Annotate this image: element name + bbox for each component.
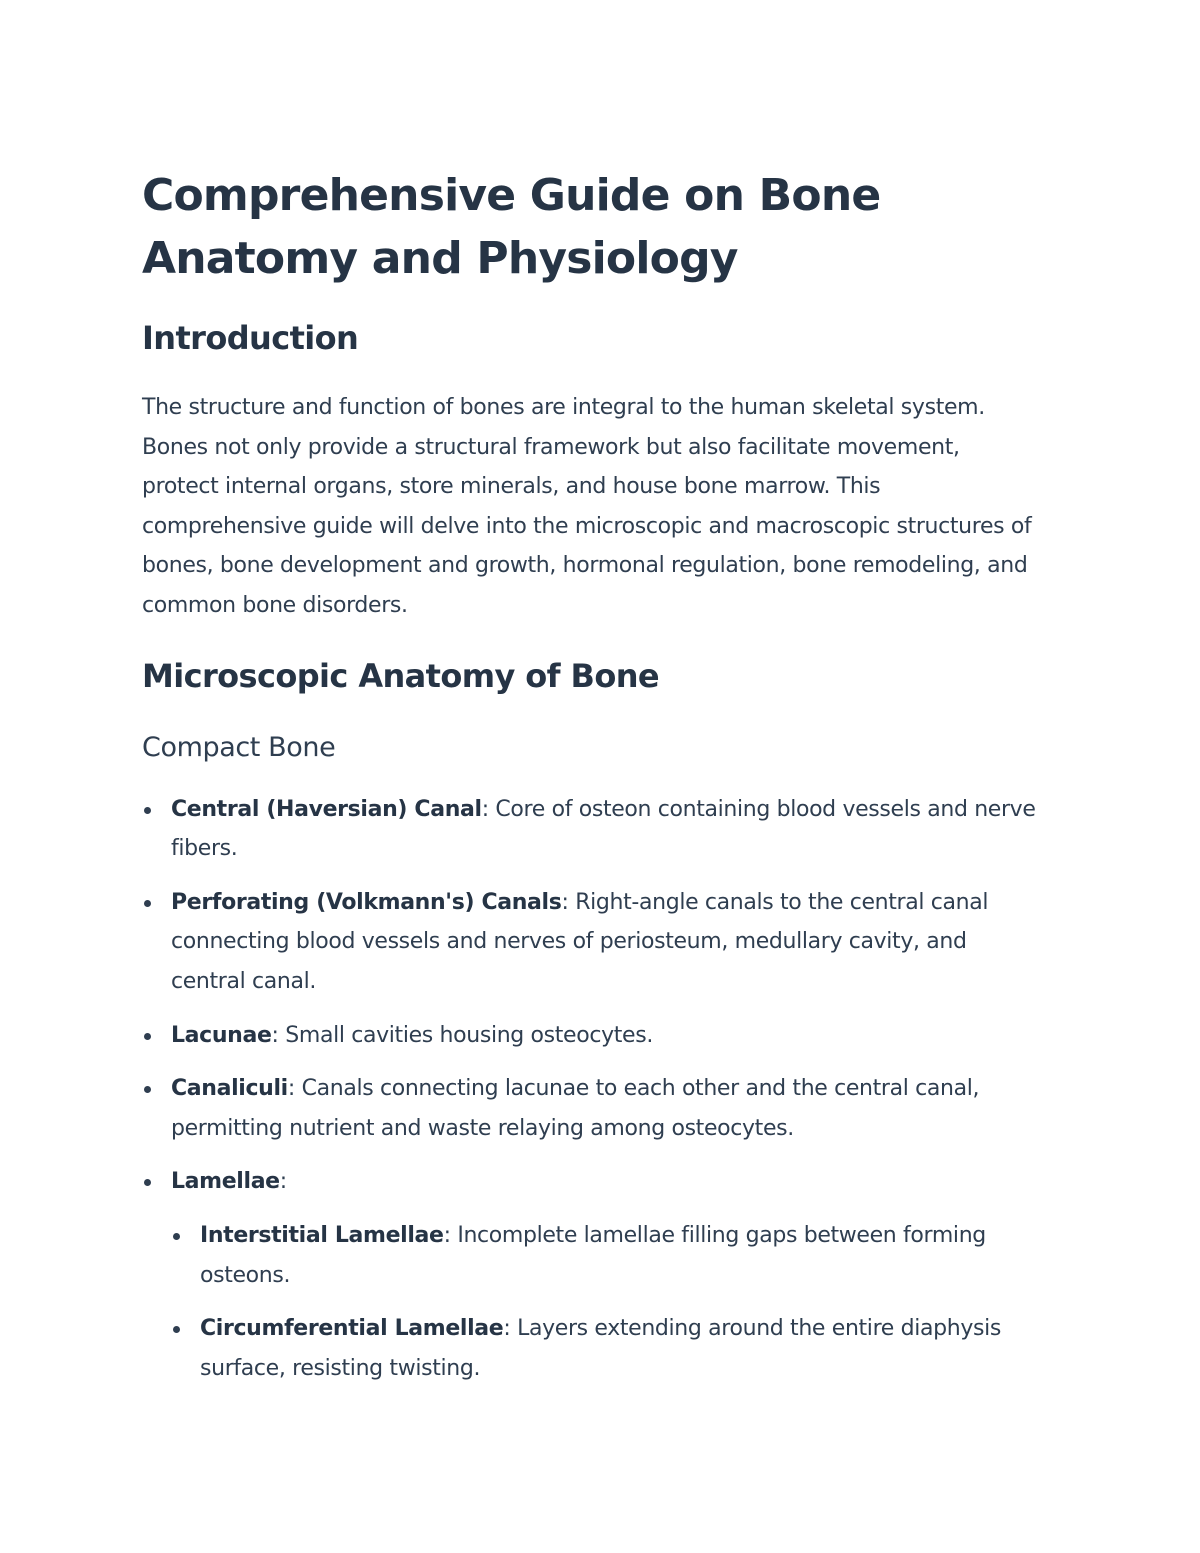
list-item-description: : Right-angle canals to the central canal connecting blood vessels and nerves of periosteum, medullary cavity, and central canal. xyxy=(171,889,989,994)
list-item xyxy=(142,1162,1042,1388)
list-item-term: Lacunae xyxy=(171,1022,272,1048)
list-item xyxy=(142,790,1042,869)
list-item-description: : Small cavities housing osteocytes. xyxy=(271,1022,653,1048)
sub-list-item-description: : Incomplete lamellae filling gaps between forming osteons. xyxy=(200,1222,986,1288)
compact-bone-heading: Compact Bone xyxy=(142,731,336,763)
page-title: Comprehensive Guide on Bone Anatomy and Physiology xyxy=(142,170,881,284)
sub-list-item xyxy=(171,1216,1042,1295)
list-item xyxy=(142,883,1042,1002)
sub-list-item xyxy=(171,1309,1042,1388)
document-page xyxy=(142,164,1042,1402)
sub-list-item-term: Interstitial Lamellae xyxy=(200,1222,444,1248)
list-item-term: Perforating (Volkmann's) Canals xyxy=(171,889,562,915)
microscopic-anatomy-heading: Microscopic Anatomy of Bone xyxy=(142,656,660,695)
introduction-paragraph: The structure and function of bones are integral to the human skeletal system. Bones not only provide a structural framework but also facilitate movement, protect internal organs, store minerals, and house bone marrow. This comprehensive guide will delve into the microscopic and macroscopic structures of bones, bone development and growth, hormonal regulation, bone remodeling, and common bone disorders. xyxy=(142,395,1032,618)
compact-bone-list xyxy=(142,790,1042,1389)
list-item-description: : xyxy=(279,1169,287,1195)
list-item-description: : Canals connecting lacunae to each other and the central canal, permitting nutrient and waste relaying among osteocytes. xyxy=(171,1076,980,1141)
introduction-heading: Introduction xyxy=(142,319,359,357)
list-item xyxy=(142,1016,1042,1056)
sub-list-item-term: Circumferential Lamellae xyxy=(200,1316,504,1342)
list-item-term: Canaliculi xyxy=(171,1076,288,1102)
list-item-description: : Core of osteon containing blood vessels and nerve fibers. xyxy=(171,796,1036,862)
list-item xyxy=(142,1069,1042,1148)
lamellae-sublist xyxy=(171,1216,1042,1388)
list-item-term: Lamellae xyxy=(171,1169,280,1195)
list-item-term: Central (Haversian) Canal xyxy=(171,796,482,822)
sub-list-item-description: : Layers extending around the entire diaphysis surface, resisting twisting. xyxy=(200,1316,1001,1381)
